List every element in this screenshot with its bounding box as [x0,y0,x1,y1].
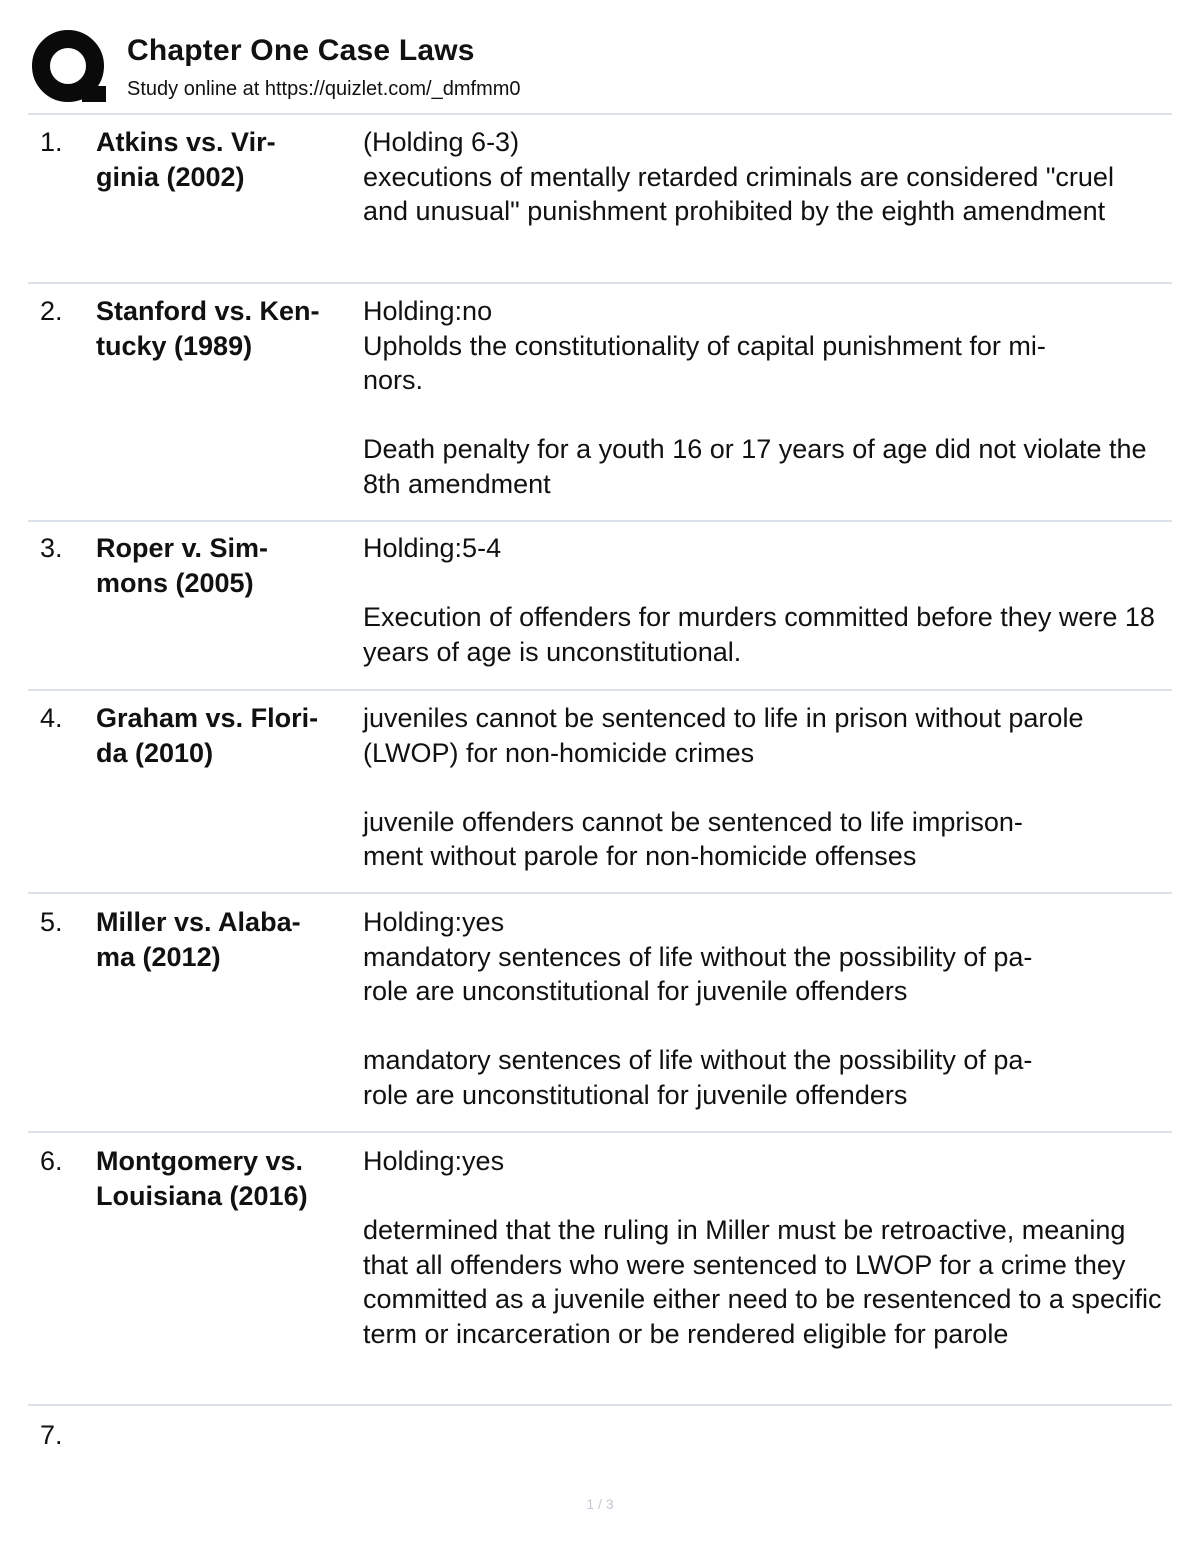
divider [28,689,1172,691]
card-definition: juveniles cannot be sentenced to life in prison without parole (LWOP) for non-homicide crimes juvenile offenders cannot be sentenced to life imprison- ment without parole for non-homicide offenses [363,703,1084,871]
card-number: 5. [40,907,63,937]
card-definition: Holding:yes determined that the ruling in Miller must be retroactive, meaning that all offenders who were sentenced to LWOP for a crime they committed as a juvenile either need to be resentenced to a specific term or incarceration or be rendered eligible for parole [363,1146,1162,1349]
page-indicator: 1 / 3 [586,1496,614,1512]
divider [28,113,1172,115]
divider [28,1131,1172,1133]
card-term: Graham vs. Flori- da (2010) [96,703,319,768]
card-term: Roper v. Sim- mons (2005) [96,533,269,598]
card-number: 7. [40,1420,63,1450]
card-term: Stanford vs. Ken- tucky (1989) [96,296,320,361]
study-online-link[interactable]: Study online at https://quizlet.com/_dmfmm0 [127,78,521,100]
card-number: 2. [40,296,63,326]
card-number: 3. [40,533,63,563]
card-definition: Holding:yes mandatory sentences of life without the possibility of pa- role are unconstitutional for juvenile offenders mandatory sentences of life without the possibility of pa- role are unconstitutional for juvenile offenders [363,907,1033,1110]
page-title: Chapter One Case Laws [127,34,475,67]
card-term: Atkins vs. Vir- ginia (2002) [96,127,276,192]
divider [28,520,1172,522]
quizlet-q-logo-icon [30,28,110,108]
card-definition: Holding:no Upholds the constitutionality of capital punishment for mi- nors. Death penalty for a youth 16 or 17 years of age did not violate the 8th amendment [363,296,1147,499]
divider [28,1404,1172,1406]
card-number: 4. [40,703,63,733]
divider [28,892,1172,894]
card-definition: (Holding 6-3) executions of mentally retarded criminals are considered "cruel and unusual" punishment prohibited by the eighth amendment [363,127,1114,226]
card-term: Montgomery vs. Louisiana (2016) [96,1146,308,1211]
card-number: 6. [40,1146,63,1176]
card-term: Miller vs. Alaba- ma (2012) [96,907,301,972]
card-number: 1. [40,127,63,157]
page-header [28,26,1172,112]
divider [28,282,1172,284]
card-definition: Holding:5-4 Execution of offenders for murders committed before they were 18 years of age is unconstitutional. [363,533,1155,667]
